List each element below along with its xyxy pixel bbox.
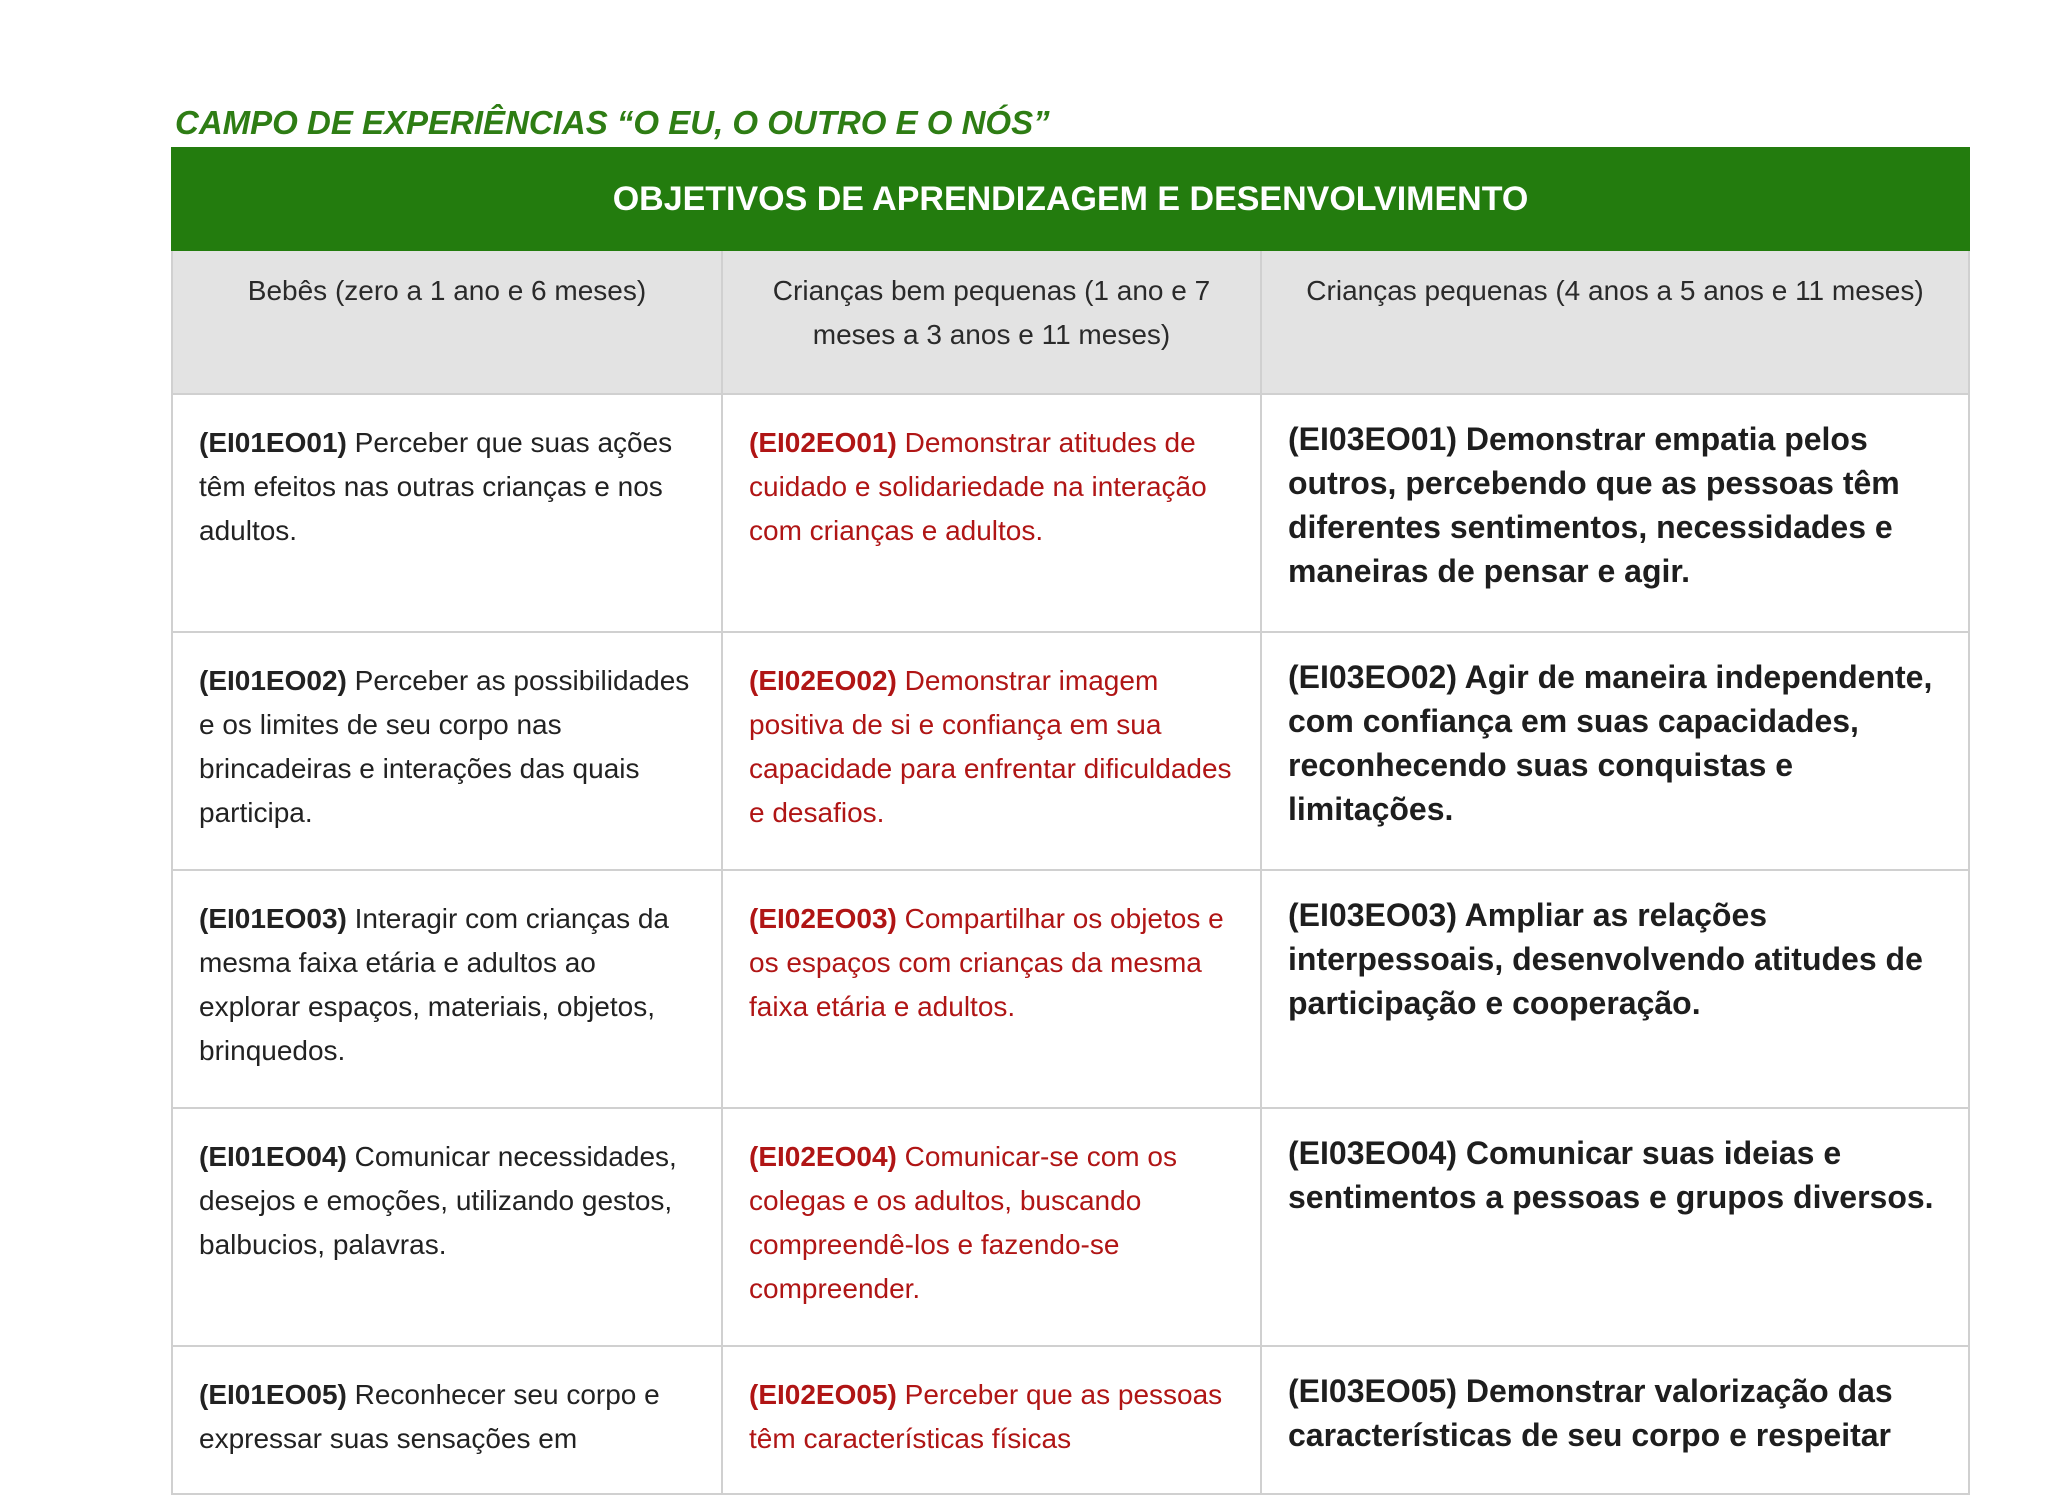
objective-cell-bebes xyxy=(172,1346,722,1494)
objective-code: (EI02EO03) xyxy=(749,903,897,934)
objective-code: (EI02EO05) xyxy=(749,1379,897,1410)
objective-cell-pequenas: (EI03EO03) Ampliar as relações interpessoais, desenvolvendo atitudes de participação e cooperação. xyxy=(1261,870,1969,1108)
objective-cell-bem-pequenas xyxy=(722,632,1261,870)
objective-code: (EI02EO04) xyxy=(749,1141,897,1172)
column-header-criancas-pequenas: Crianças pequenas (4 anos a 5 anos e 11 meses) xyxy=(1261,250,1969,394)
objective-text: Demonstrar atitudes de cuidado e solidariedade na interação com crianças e adultos. xyxy=(749,427,1207,546)
table-row xyxy=(172,1108,1969,1346)
table-row xyxy=(172,1346,1969,1494)
table-banner: OBJETIVOS DE APRENDIZAGEM E DESENVOLVIMENTO xyxy=(172,148,1969,250)
objective-cell-pequenas: (EI03EO04) Comunicar suas ideias e sentimentos a pessoas e grupos diversos. xyxy=(1261,1108,1969,1346)
page-title: CAMPO DE EXPERIÊNCIAS “O EU, O OUTRO E O NÓS” xyxy=(175,104,1050,141)
objective-text: Perceber as possibilidades e os limites de seu corpo nas brincadeiras e interações das quais participa. xyxy=(199,665,690,828)
objective-text: Comunicar-se com os colegas e os adultos, buscando compreendê-los e fazendo-se compreender. xyxy=(749,1141,1177,1304)
objective-code: (EI02EO01) xyxy=(749,427,897,458)
objective-code: (EI01EO02) xyxy=(199,665,347,696)
objective-code: (EI01EO03) xyxy=(199,903,347,934)
objective-cell-pequenas: (EI03EO02) Agir de maneira independente, com confiança em suas capacidades, reconhecendo suas conquistas e limitações. xyxy=(1261,632,1969,870)
objective-cell-bem-pequenas xyxy=(722,394,1261,632)
column-header-bebes: Bebês (zero a 1 ano e 6 meses) xyxy=(172,250,722,394)
objective-code: (EI01EO04) xyxy=(199,1141,347,1172)
objective-cell-bebes xyxy=(172,394,722,632)
table-row xyxy=(172,870,1969,1108)
objective-text: Reconhecer seu corpo e expressar suas sensações em xyxy=(199,1379,660,1454)
objective-cell-bem-pequenas xyxy=(722,870,1261,1108)
objective-text: Compartilhar os objetos e os espaços com crianças da mesma faixa etária e adultos. xyxy=(749,903,1224,1022)
objective-cell-bem-pequenas xyxy=(722,1108,1261,1346)
table-row xyxy=(172,394,1969,632)
objective-code: (EI01EO05) xyxy=(199,1379,347,1410)
objective-code: (EI02EO02) xyxy=(749,665,897,696)
objective-cell-pequenas: (EI03EO01) Demonstrar empatia pelos outros, percebendo que as pessoas têm diferentes sentimentos, necessidades e maneiras de pensar e agir. xyxy=(1261,394,1969,632)
objective-text: Perceber que suas ações têm efeitos nas outras crianças e nos adultos. xyxy=(199,427,673,546)
objective-cell-bebes xyxy=(172,632,722,870)
objectives-table xyxy=(171,147,1970,1495)
objective-cell-bem-pequenas xyxy=(722,1346,1261,1494)
objective-text: Perceber que as pessoas têm características físicas xyxy=(749,1379,1223,1454)
objective-text: Demonstrar imagem positiva de si e confiança em sua capacidade para enfrentar dificuldades e desafios. xyxy=(749,665,1232,828)
column-header-criancas-bem-pequenas: Crianças bem pequenas (1 ano e 7 meses a 3 anos e 11 meses) xyxy=(722,250,1261,394)
objective-code: (EI01EO01) xyxy=(199,427,347,458)
objective-text: Comunicar necessidades, desejos e emoções, utilizando gestos, balbucios, palavras. xyxy=(199,1141,677,1260)
objective-text: Interagir com crianças da mesma faixa etária e adultos ao explorar espaços, materiais, objetos, brinquedos. xyxy=(199,903,669,1066)
objective-cell-pequenas: (EI03EO05) Demonstrar valorização das características de seu corpo e respeitar xyxy=(1261,1346,1969,1494)
objective-cell-bebes xyxy=(172,870,722,1108)
objective-cell-bebes xyxy=(172,1108,722,1346)
table-row xyxy=(172,632,1969,870)
